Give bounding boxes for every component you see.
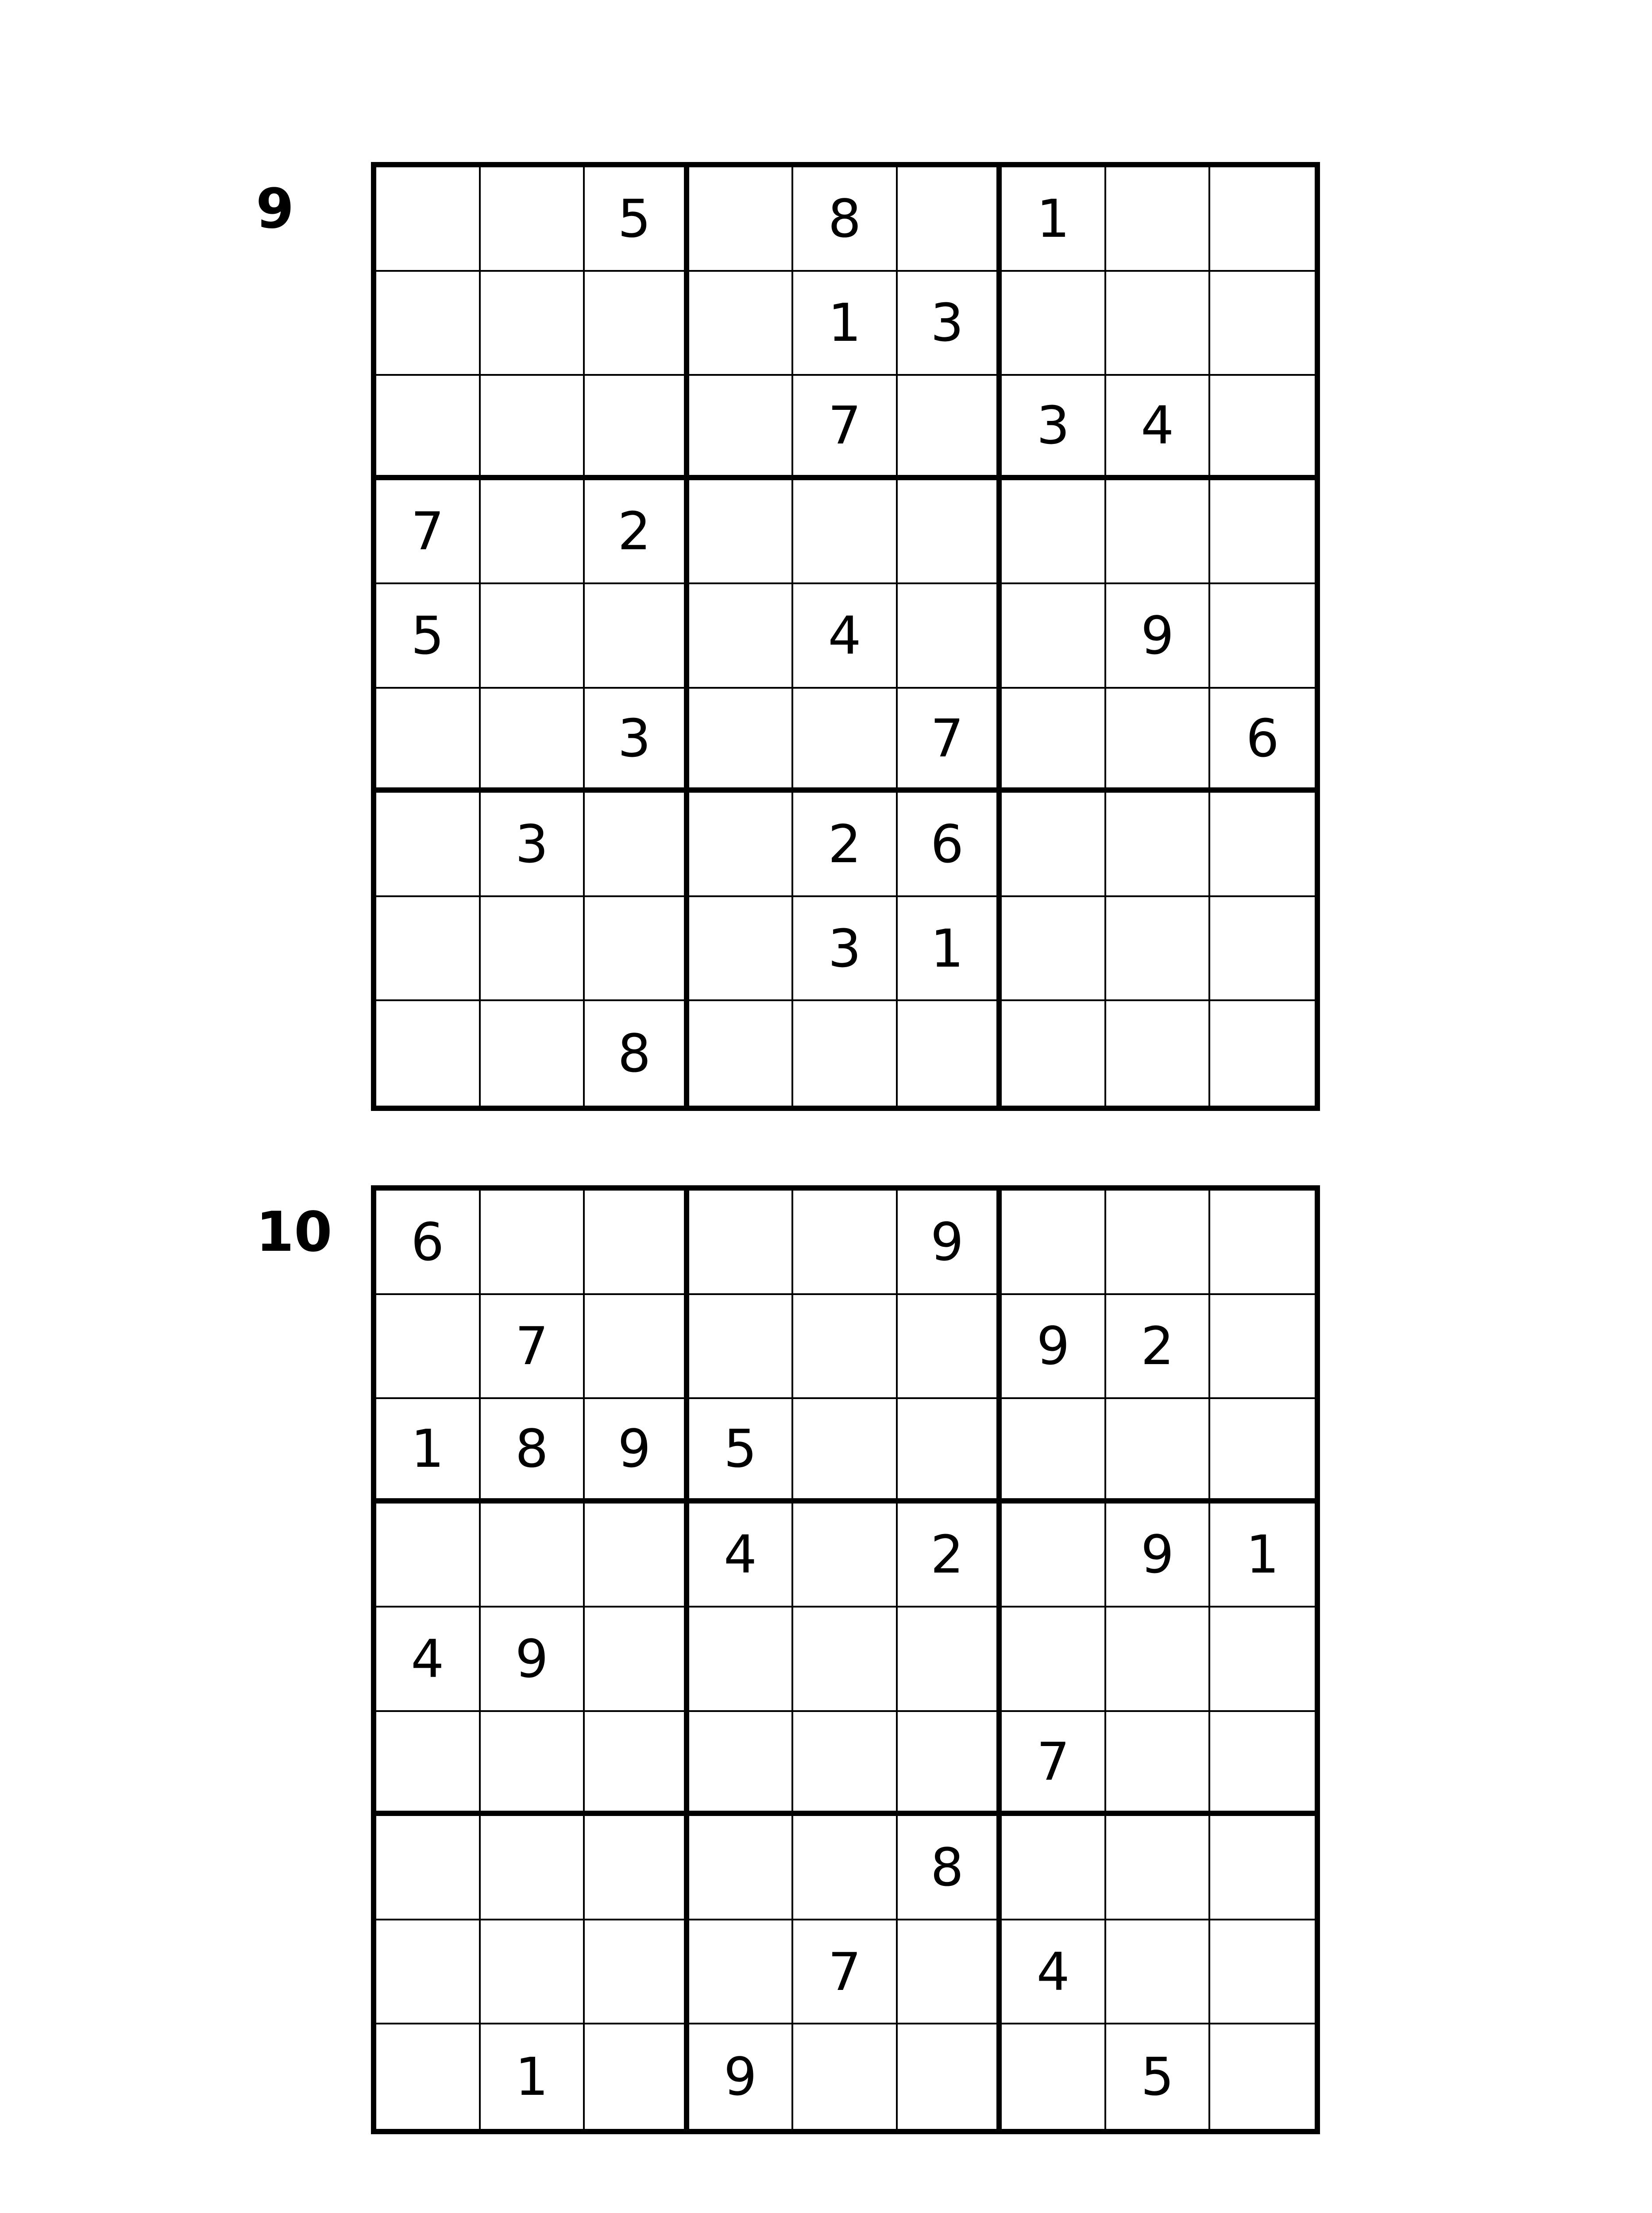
sudoku-cell[interactable]: 6: [1210, 689, 1315, 793]
sudoku-cell[interactable]: [689, 793, 794, 897]
sudoku-cell[interactable]: [898, 1712, 1002, 1816]
sudoku-cell[interactable]: [481, 1191, 585, 1295]
sudoku-cell[interactable]: [585, 1712, 689, 1816]
sudoku-cell[interactable]: 1: [793, 272, 898, 376]
sudoku-cell[interactable]: [376, 1712, 481, 1816]
sudoku-cell[interactable]: 5: [1106, 2024, 1211, 2129]
sudoku-cell[interactable]: 3: [793, 897, 898, 1002]
sudoku-cell[interactable]: 1: [481, 2024, 585, 2129]
sudoku-cell[interactable]: [689, 1816, 794, 1920]
sudoku-cell[interactable]: 7: [376, 480, 481, 585]
sudoku-cell[interactable]: [793, 1001, 898, 1106]
sudoku-cell[interactable]: [689, 897, 794, 1002]
sudoku-cell[interactable]: [689, 480, 794, 585]
sudoku-cell[interactable]: [1210, 793, 1315, 897]
sudoku-cell[interactable]: 1: [898, 897, 1002, 1002]
sudoku-cell[interactable]: [1210, 2024, 1315, 2129]
sudoku-cell[interactable]: [1210, 1295, 1315, 1400]
sudoku-cell[interactable]: [793, 1608, 898, 1712]
sudoku-cell[interactable]: [1106, 1399, 1211, 1504]
sudoku-cell[interactable]: 4: [376, 1608, 481, 1712]
sudoku-cell[interactable]: [1002, 1191, 1106, 1295]
sudoku-cell[interactable]: 7: [481, 1295, 585, 1400]
sudoku-cell[interactable]: [376, 793, 481, 897]
sudoku-cell[interactable]: [1210, 1816, 1315, 1920]
sudoku-cell[interactable]: [689, 584, 794, 689]
sudoku-cell[interactable]: [585, 1816, 689, 1920]
sudoku-cell[interactable]: [481, 1504, 585, 1608]
sudoku-cell[interactable]: 4: [689, 1504, 794, 1608]
sudoku-cell[interactable]: [376, 689, 481, 793]
sudoku-cell[interactable]: [376, 1504, 481, 1608]
sudoku-cell[interactable]: [898, 584, 1002, 689]
sudoku-cell[interactable]: [1210, 1399, 1315, 1504]
sudoku-cell[interactable]: 8: [585, 1001, 689, 1106]
sudoku-cell[interactable]: [793, 1712, 898, 1816]
sudoku-cell[interactable]: [481, 1712, 585, 1816]
sudoku-cell[interactable]: [1106, 272, 1211, 376]
sudoku-cell[interactable]: 4: [793, 584, 898, 689]
sudoku-cell[interactable]: [376, 1816, 481, 1920]
sudoku-cell[interactable]: 8: [481, 1399, 585, 1504]
sudoku-grid-9: [371, 162, 1320, 1111]
sudoku-cell[interactable]: 2: [793, 793, 898, 897]
sudoku-cell[interactable]: [793, 1295, 898, 1400]
sudoku-cell[interactable]: [1210, 272, 1315, 376]
sudoku-cell[interactable]: [1002, 480, 1106, 585]
sudoku-cell[interactable]: 6: [376, 1191, 481, 1295]
sudoku-cell[interactable]: [1106, 480, 1211, 585]
sudoku-cell[interactable]: [1002, 689, 1106, 793]
sudoku-cell[interactable]: 2: [898, 1504, 1002, 1608]
sudoku-cell[interactable]: [481, 897, 585, 1002]
sudoku-grid-10: [371, 1185, 1320, 2134]
sudoku-cell[interactable]: [793, 1504, 898, 1608]
sudoku-cell[interactable]: 9: [1106, 584, 1211, 689]
sudoku-cell[interactable]: [481, 1816, 585, 1920]
sudoku-cell[interactable]: 9: [1002, 1295, 1106, 1400]
sudoku-cell[interactable]: [1002, 2024, 1106, 2129]
sudoku-cell[interactable]: [1002, 1399, 1106, 1504]
sudoku-cell[interactable]: [689, 689, 794, 793]
sudoku-cell[interactable]: [376, 2024, 481, 2129]
sudoku-cell[interactable]: [1106, 1191, 1211, 1295]
sudoku-cell[interactable]: [585, 897, 689, 1002]
sudoku-cell[interactable]: [1002, 1816, 1106, 1920]
sudoku-cell[interactable]: 1: [1210, 1504, 1315, 1608]
puzzle-number-9: 9: [256, 177, 294, 241]
sudoku-cell[interactable]: [481, 480, 585, 585]
sudoku-cell[interactable]: [1210, 584, 1315, 689]
sudoku-cell[interactable]: [585, 2024, 689, 2129]
sudoku-cell[interactable]: 2: [1106, 1295, 1211, 1400]
sudoku-cell[interactable]: [1210, 376, 1315, 480]
sudoku-cell[interactable]: [898, 1608, 1002, 1712]
sudoku-cell[interactable]: [1106, 1608, 1211, 1712]
sudoku-cell[interactable]: 6: [898, 793, 1002, 897]
sudoku-cell[interactable]: [689, 376, 794, 480]
sudoku-cell[interactable]: [1106, 1712, 1211, 1816]
sudoku-cell[interactable]: [793, 1399, 898, 1504]
sudoku-cell[interactable]: 8: [793, 167, 898, 272]
sudoku-cell[interactable]: [689, 1712, 794, 1816]
sudoku-cell[interactable]: [585, 584, 689, 689]
sudoku-cell[interactable]: [376, 376, 481, 480]
sudoku-cell[interactable]: 7: [898, 689, 1002, 793]
sudoku-cell[interactable]: [376, 1295, 481, 1400]
sudoku-cell[interactable]: [481, 167, 585, 272]
sudoku-cell[interactable]: [689, 1191, 794, 1295]
sudoku-cell[interactable]: [689, 272, 794, 376]
sudoku-cell[interactable]: [898, 480, 1002, 585]
sudoku-cell[interactable]: [1106, 167, 1211, 272]
sudoku-cell[interactable]: [481, 272, 585, 376]
sudoku-cell[interactable]: [1002, 1001, 1106, 1106]
sudoku-cell[interactable]: 2: [585, 480, 689, 585]
sudoku-cell[interactable]: 7: [793, 376, 898, 480]
sudoku-cell[interactable]: [1002, 1504, 1106, 1608]
sudoku-cell[interactable]: [898, 1399, 1002, 1504]
sudoku-cell[interactable]: 4: [1106, 376, 1211, 480]
sudoku-cell[interactable]: [585, 1295, 689, 1400]
sudoku-cell[interactable]: [376, 272, 481, 376]
sudoku-cell[interactable]: 3: [585, 689, 689, 793]
sudoku-cell[interactable]: [481, 376, 585, 480]
sudoku-cell[interactable]: [1002, 793, 1106, 897]
sudoku-cell[interactable]: [376, 1001, 481, 1106]
sudoku-cell[interactable]: [1210, 1001, 1315, 1106]
sudoku-cell[interactable]: 1: [376, 1399, 481, 1504]
sudoku-cell[interactable]: 9: [898, 1191, 1002, 1295]
sudoku-cell[interactable]: [1002, 897, 1106, 1002]
sudoku-cell[interactable]: [481, 1001, 585, 1106]
sudoku-cell[interactable]: 5: [585, 167, 689, 272]
sudoku-cell[interactable]: [689, 1608, 794, 1712]
sudoku-cell[interactable]: [376, 1920, 481, 2025]
sudoku-cell[interactable]: 8: [898, 1816, 1002, 1920]
sudoku-cell[interactable]: [1106, 1001, 1211, 1106]
sudoku-cell[interactable]: [1106, 1816, 1211, 1920]
sudoku-cell[interactable]: 3: [481, 793, 585, 897]
sudoku-cell[interactable]: [1002, 584, 1106, 689]
sudoku-cell[interactable]: [689, 1001, 794, 1106]
sudoku-cell[interactable]: [898, 167, 1002, 272]
sudoku-cell[interactable]: 9: [1106, 1504, 1211, 1608]
sudoku-cell[interactable]: [1106, 689, 1211, 793]
sudoku-cell[interactable]: [585, 376, 689, 480]
sudoku-cell[interactable]: [1210, 897, 1315, 1002]
sudoku-cell[interactable]: [898, 376, 1002, 480]
sudoku-cell[interactable]: [376, 897, 481, 1002]
sudoku-cell[interactable]: 9: [481, 1608, 585, 1712]
sudoku-cell[interactable]: [898, 1295, 1002, 1400]
sudoku-cell[interactable]: [585, 1504, 689, 1608]
sudoku-cell[interactable]: [793, 2024, 898, 2129]
sudoku-cell[interactable]: [481, 584, 585, 689]
sudoku-cell[interactable]: [585, 1920, 689, 2025]
sudoku-cell[interactable]: [898, 2024, 1002, 2129]
sudoku-cell[interactable]: [793, 1191, 898, 1295]
sudoku-cell[interactable]: [481, 689, 585, 793]
sudoku-cell[interactable]: 9: [585, 1399, 689, 1504]
sudoku-cell[interactable]: [1210, 1920, 1315, 2025]
sudoku-cell[interactable]: [689, 1920, 794, 2025]
sudoku-cell[interactable]: [481, 1920, 585, 2025]
sudoku-cell[interactable]: [585, 1608, 689, 1712]
sudoku-cell[interactable]: [376, 167, 481, 272]
sudoku-cell[interactable]: [898, 1920, 1002, 2025]
sudoku-cell[interactable]: 5: [689, 1399, 794, 1504]
sudoku-cell[interactable]: 3: [1002, 376, 1106, 480]
sudoku-cell[interactable]: 3: [898, 272, 1002, 376]
sudoku-cell[interactable]: [585, 272, 689, 376]
sudoku-cell[interactable]: [585, 793, 689, 897]
sudoku-cell[interactable]: [1210, 480, 1315, 585]
sudoku-cell[interactable]: [689, 1295, 794, 1400]
sudoku-cell[interactable]: [1210, 1608, 1315, 1712]
sudoku-cell[interactable]: [1106, 1920, 1211, 2025]
sudoku-cell[interactable]: [1210, 1191, 1315, 1295]
sudoku-cell[interactable]: 7: [1002, 1712, 1106, 1816]
sudoku-cell[interactable]: [689, 167, 794, 272]
sudoku-cell[interactable]: [1002, 1608, 1106, 1712]
sudoku-cell[interactable]: 9: [689, 2024, 794, 2129]
sudoku-cell[interactable]: [793, 689, 898, 793]
sudoku-cell[interactable]: [1210, 167, 1315, 272]
sudoku-cell[interactable]: [1106, 897, 1211, 1002]
sudoku-cell[interactable]: 1: [1002, 167, 1106, 272]
sudoku-cell[interactable]: 7: [793, 1920, 898, 2025]
sudoku-cell[interactable]: 5: [376, 584, 481, 689]
sudoku-cell[interactable]: [585, 1191, 689, 1295]
puzzle-number-10: 10: [256, 1200, 332, 1264]
sudoku-cell[interactable]: [793, 480, 898, 585]
sudoku-cell[interactable]: 4: [1002, 1920, 1106, 2025]
sudoku-cell[interactable]: [1210, 1712, 1315, 1816]
sudoku-cell[interactable]: [1106, 793, 1211, 897]
sudoku-cell[interactable]: [898, 1001, 1002, 1106]
sudoku-cell[interactable]: [793, 1816, 898, 1920]
sudoku-cell[interactable]: [1002, 272, 1106, 376]
